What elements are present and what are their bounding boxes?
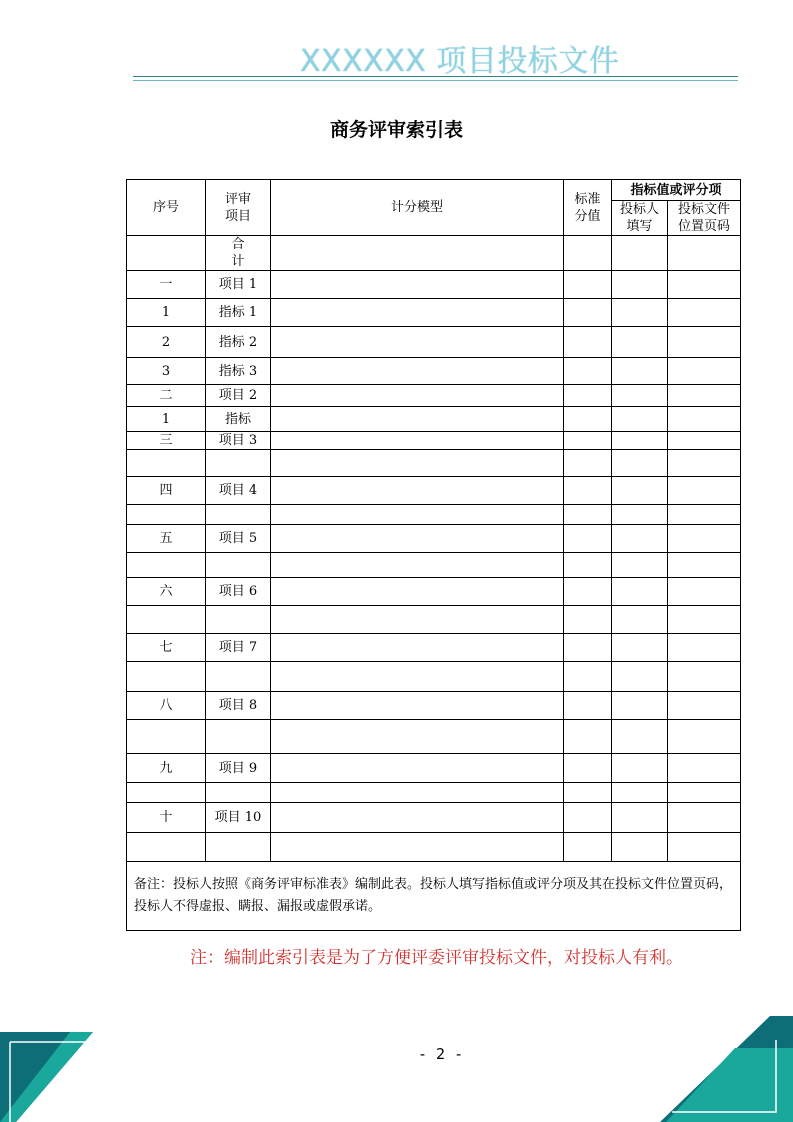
row-page-ref bbox=[668, 553, 741, 578]
total-row bbox=[127, 236, 741, 271]
row-model bbox=[271, 407, 564, 432]
row-seq: 3 bbox=[127, 358, 206, 385]
row-item: 项目 8 bbox=[206, 692, 271, 720]
row-std bbox=[564, 358, 612, 385]
row-seq bbox=[127, 833, 206, 862]
row-item: 项目 7 bbox=[206, 634, 271, 662]
table-header-row bbox=[127, 180, 741, 201]
row-std bbox=[564, 833, 612, 862]
row-page-ref bbox=[668, 833, 741, 862]
table-row bbox=[127, 553, 741, 578]
row-item: 项目 10 bbox=[206, 803, 271, 833]
row-item: 指标 2 bbox=[206, 327, 271, 358]
header-rule-secondary bbox=[133, 80, 738, 81]
row-page-ref bbox=[668, 505, 741, 525]
row-seq: 三 bbox=[127, 432, 206, 450]
row-bidder-fill bbox=[612, 783, 668, 803]
row-page-ref bbox=[668, 634, 741, 662]
row-model bbox=[271, 505, 564, 525]
row-bidder-fill bbox=[612, 432, 668, 450]
row-page-ref bbox=[668, 327, 741, 358]
row-model bbox=[271, 833, 564, 862]
row-bidder-fill bbox=[612, 662, 668, 692]
row-item: 项目 6 bbox=[206, 578, 271, 606]
header-indicator-group: 指标值或评分项 bbox=[612, 180, 741, 201]
row-page-ref bbox=[668, 358, 741, 385]
page-number: - 2 - bbox=[418, 1045, 464, 1063]
row-page-ref bbox=[668, 271, 741, 299]
row-model bbox=[271, 525, 564, 553]
row-item: 指标 bbox=[206, 407, 271, 432]
row-seq bbox=[127, 606, 206, 634]
row-page-ref bbox=[668, 662, 741, 692]
row-model bbox=[271, 450, 564, 477]
row-model bbox=[271, 754, 564, 783]
row-item bbox=[206, 450, 271, 477]
row-model bbox=[271, 578, 564, 606]
row-model bbox=[271, 299, 564, 327]
row-std bbox=[564, 634, 612, 662]
row-bidder-fill bbox=[612, 477, 668, 505]
row-item bbox=[206, 783, 271, 803]
row-item: 项目 3 bbox=[206, 432, 271, 450]
header-rule bbox=[133, 76, 738, 77]
row-std bbox=[564, 407, 612, 432]
row-page-ref bbox=[668, 720, 741, 754]
row-model bbox=[271, 477, 564, 505]
row-std bbox=[564, 385, 612, 407]
row-page-ref bbox=[668, 754, 741, 783]
row-bidder-fill bbox=[612, 692, 668, 720]
row-seq: 十 bbox=[127, 803, 206, 833]
note-row bbox=[127, 862, 741, 931]
row-seq: 四 bbox=[127, 477, 206, 505]
row-model bbox=[271, 634, 564, 662]
row-seq: 六 bbox=[127, 578, 206, 606]
table-row bbox=[127, 432, 741, 450]
table-row bbox=[127, 662, 741, 692]
row-page-ref bbox=[668, 692, 741, 720]
header-model: 计分模型 bbox=[271, 180, 564, 236]
row-page-ref bbox=[668, 385, 741, 407]
row-std bbox=[564, 505, 612, 525]
row-std bbox=[564, 606, 612, 634]
header-title: XXXXXX 项目投标文件 bbox=[300, 44, 620, 79]
row-std bbox=[564, 662, 612, 692]
row-item: 指标 3 bbox=[206, 358, 271, 385]
row-bidder-fill bbox=[612, 525, 668, 553]
row-page-ref bbox=[668, 299, 741, 327]
row-seq: 二 bbox=[127, 385, 206, 407]
row-bidder-fill bbox=[612, 578, 668, 606]
row-seq bbox=[127, 450, 206, 477]
row-bidder-fill bbox=[612, 634, 668, 662]
row-std bbox=[564, 720, 612, 754]
row-bidder-fill bbox=[612, 327, 668, 358]
row-seq: 七 bbox=[127, 634, 206, 662]
row-model bbox=[271, 327, 564, 358]
row-item bbox=[206, 553, 271, 578]
table-row bbox=[127, 754, 741, 783]
row-std bbox=[564, 578, 612, 606]
row-item: 项目 5 bbox=[206, 525, 271, 553]
header-item: 评审项目 bbox=[206, 180, 271, 236]
row-bidder-fill bbox=[612, 754, 668, 783]
row-item: 指标 1 bbox=[206, 299, 271, 327]
table-row bbox=[127, 803, 741, 833]
row-bidder-fill bbox=[612, 450, 668, 477]
row-bidder-fill bbox=[612, 385, 668, 407]
row-std bbox=[564, 432, 612, 450]
table-row bbox=[127, 327, 741, 358]
row-page-ref bbox=[668, 783, 741, 803]
total-seq bbox=[127, 236, 206, 271]
row-bidder-fill bbox=[612, 407, 668, 432]
table-row bbox=[127, 299, 741, 327]
row-model bbox=[271, 432, 564, 450]
row-item: 项目 4 bbox=[206, 477, 271, 505]
row-seq bbox=[127, 553, 206, 578]
row-seq bbox=[127, 720, 206, 754]
row-std bbox=[564, 450, 612, 477]
row-seq bbox=[127, 505, 206, 525]
row-std bbox=[564, 299, 612, 327]
row-bidder-fill bbox=[612, 803, 668, 833]
row-page-ref bbox=[668, 803, 741, 833]
row-seq: 八 bbox=[127, 692, 206, 720]
row-model bbox=[271, 783, 564, 803]
row-page-ref bbox=[668, 432, 741, 450]
row-std bbox=[564, 783, 612, 803]
row-model bbox=[271, 385, 564, 407]
table-row bbox=[127, 525, 741, 553]
row-bidder-fill bbox=[612, 833, 668, 862]
corner-decoration-left bbox=[0, 1030, 100, 1122]
document-title: 商务评审索引表 bbox=[329, 119, 463, 141]
row-seq: 1 bbox=[127, 407, 206, 432]
row-bidder-fill bbox=[612, 553, 668, 578]
table-row bbox=[127, 692, 741, 720]
table-row bbox=[127, 271, 741, 299]
table-row bbox=[127, 833, 741, 862]
row-page-ref bbox=[668, 578, 741, 606]
row-std bbox=[564, 754, 612, 783]
row-std bbox=[564, 525, 612, 553]
header-page-ref: 投标文件位置页码 bbox=[668, 201, 741, 236]
row-seq bbox=[127, 783, 206, 803]
row-model bbox=[271, 803, 564, 833]
row-model bbox=[271, 358, 564, 385]
row-seq: 一 bbox=[127, 271, 206, 299]
row-page-ref bbox=[668, 407, 741, 432]
row-seq: 五 bbox=[127, 525, 206, 553]
row-model bbox=[271, 553, 564, 578]
row-item bbox=[206, 720, 271, 754]
table-row bbox=[127, 783, 741, 803]
total-std bbox=[564, 236, 612, 271]
total-model bbox=[271, 236, 564, 271]
row-item bbox=[206, 662, 271, 692]
row-model bbox=[271, 720, 564, 754]
table-row bbox=[127, 578, 741, 606]
row-model bbox=[271, 692, 564, 720]
table-row bbox=[127, 385, 741, 407]
row-bidder-fill bbox=[612, 358, 668, 385]
total-page-ref bbox=[668, 236, 741, 271]
row-seq: 九 bbox=[127, 754, 206, 783]
row-page-ref bbox=[668, 525, 741, 553]
row-item bbox=[206, 606, 271, 634]
row-std bbox=[564, 271, 612, 299]
total-bidder-fill bbox=[612, 236, 668, 271]
table-row bbox=[127, 407, 741, 432]
row-bidder-fill bbox=[612, 299, 668, 327]
table-row bbox=[127, 505, 741, 525]
row-bidder-fill bbox=[612, 720, 668, 754]
row-item: 项目 1 bbox=[206, 271, 271, 299]
row-model bbox=[271, 271, 564, 299]
table-row bbox=[127, 634, 741, 662]
table-row bbox=[127, 358, 741, 385]
row-item bbox=[206, 833, 271, 862]
row-std bbox=[564, 327, 612, 358]
row-item: 项目 2 bbox=[206, 385, 271, 407]
row-page-ref bbox=[668, 606, 741, 634]
row-page-ref bbox=[668, 450, 741, 477]
row-item bbox=[206, 505, 271, 525]
row-item: 项目 9 bbox=[206, 754, 271, 783]
header-std: 标准分值 bbox=[564, 180, 612, 236]
row-model bbox=[271, 662, 564, 692]
row-bidder-fill bbox=[612, 606, 668, 634]
row-std bbox=[564, 692, 612, 720]
row-bidder-fill bbox=[612, 271, 668, 299]
total-label: 合 计 bbox=[206, 236, 271, 271]
row-std bbox=[564, 477, 612, 505]
corner-decoration-right bbox=[660, 1016, 793, 1122]
row-model bbox=[271, 606, 564, 634]
table-row bbox=[127, 720, 741, 754]
row-page-ref bbox=[668, 477, 741, 505]
header-bidder-fill: 投标人填写 bbox=[612, 201, 668, 236]
row-std bbox=[564, 553, 612, 578]
header-seq: 序号 bbox=[127, 180, 206, 236]
index-table bbox=[126, 179, 741, 931]
row-bidder-fill bbox=[612, 505, 668, 525]
table-note: 备注：投标人按照《商务评审标准表》编制此表。投标人填写指标值或评分项及其在投标文件位置页码，投标人不得虚报、瞒报、漏报或虚假承诺。 bbox=[127, 862, 741, 931]
row-seq: 2 bbox=[127, 327, 206, 358]
table-row bbox=[127, 477, 741, 505]
row-std bbox=[564, 803, 612, 833]
footnote: 注：编制此索引表是为了方便评委评审投标文件，对投标人有利。 bbox=[190, 948, 683, 968]
row-seq bbox=[127, 662, 206, 692]
table-row bbox=[127, 606, 741, 634]
row-seq: 1 bbox=[127, 299, 206, 327]
table-row bbox=[127, 450, 741, 477]
